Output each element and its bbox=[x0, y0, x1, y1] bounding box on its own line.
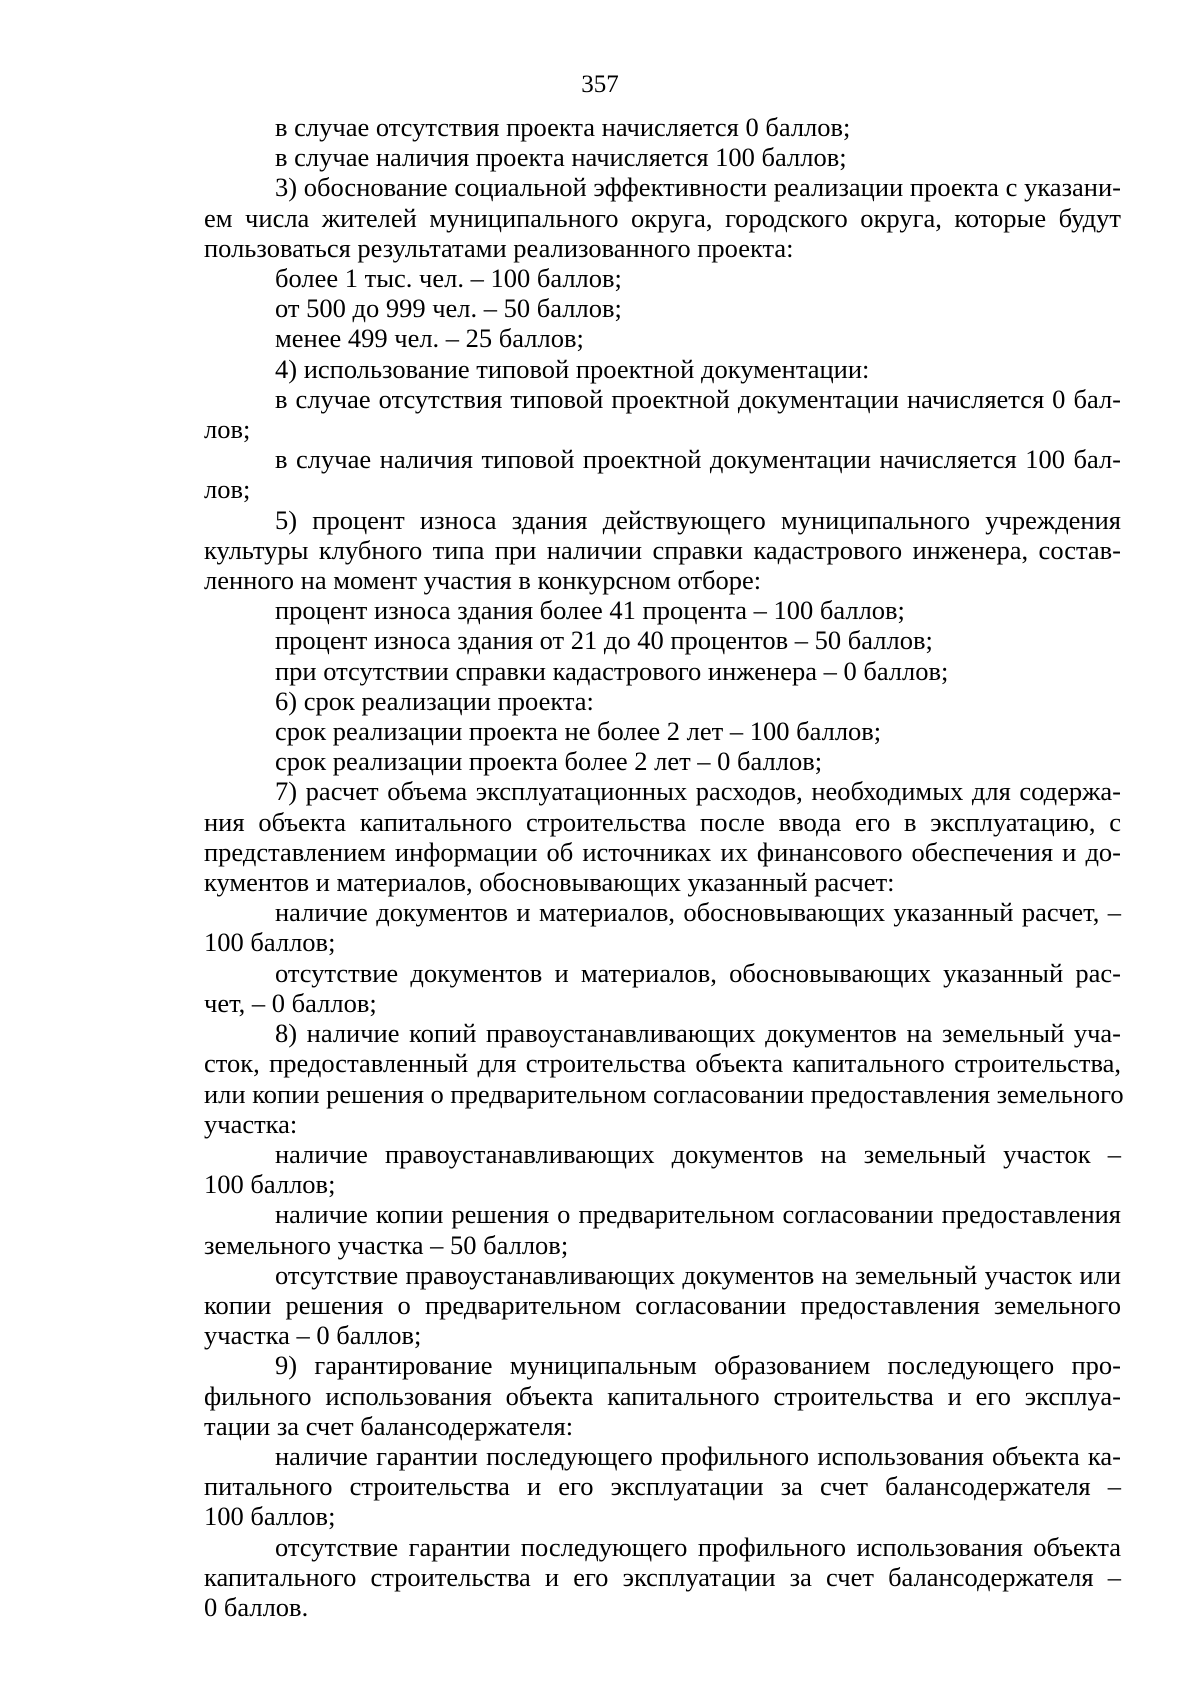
paragraph bbox=[204, 505, 1121, 596]
paragraph bbox=[204, 354, 1121, 384]
paragraph bbox=[204, 384, 1121, 444]
document-body bbox=[204, 112, 1124, 1622]
paragraph bbox=[204, 444, 1121, 504]
paragraph bbox=[204, 958, 1121, 1018]
text-line: 100 баллов; bbox=[204, 1501, 336, 1532]
text-line: менее 499 чел. – 25 баллов; bbox=[275, 323, 584, 354]
text-line: более 1 тыс. чел. – 100 баллов; bbox=[275, 263, 622, 294]
paragraph bbox=[204, 686, 1121, 716]
text-line: копии решения о предварительном согласовании предоставления земельного bbox=[204, 1289, 1121, 1320]
text-line: ния объекта капитального строительства после ввода его в эксплуатацию, с bbox=[204, 806, 1121, 837]
text-line: 6) срок реализации проекта: bbox=[275, 685, 594, 716]
text-line: тации за счет балансодержателя: bbox=[204, 1410, 574, 1441]
text-line: 9) гарантирование муниципальным образованием последующего про- bbox=[275, 1350, 1121, 1381]
text-line: при отсутствии справки кадастрового инженера – 0 баллов; bbox=[275, 655, 949, 686]
text-line: 100 баллов; bbox=[204, 927, 336, 958]
paragraph bbox=[204, 142, 1121, 172]
paragraph bbox=[204, 1199, 1121, 1259]
text-line: наличие гарантии последующего профильного использования объекта ка- bbox=[275, 1440, 1121, 1471]
text-line: срок реализации проекта не более 2 лет – 100 баллов; bbox=[275, 716, 882, 747]
paragraph bbox=[204, 595, 1121, 625]
text-line: фильного использования объекта капитального строительства и его эксплуа- bbox=[204, 1380, 1121, 1411]
paragraph bbox=[204, 716, 1121, 746]
text-line: участка: bbox=[204, 1108, 298, 1139]
paragraph bbox=[204, 1350, 1121, 1441]
paragraph bbox=[204, 1532, 1121, 1623]
text-line: в случае наличия проекта начисляется 100 баллов; bbox=[275, 142, 847, 173]
text-line: в случае отсутствия типовой проектной документации начисляется 0 бал- bbox=[275, 383, 1121, 414]
text-line: отсутствие документов и материалов, обосновывающих указанный рас- bbox=[275, 957, 1121, 988]
text-line: или копии решения о предварительном согласовании предоставления земельного bbox=[204, 1078, 1124, 1109]
text-line: наличие копии решения о предварительном согласовании предоставления bbox=[275, 1199, 1121, 1230]
paragraph bbox=[204, 625, 1121, 655]
text-line: участка – 0 баллов; bbox=[204, 1320, 422, 1351]
paragraph bbox=[204, 656, 1121, 686]
paragraph bbox=[204, 172, 1121, 263]
paragraph bbox=[204, 1139, 1121, 1199]
paragraph bbox=[204, 263, 1121, 293]
text-line: наличие документов и материалов, обосновывающих указанный расчет, – bbox=[275, 897, 1121, 928]
text-line: 8) наличие копий правоустанавливающих документов на земельный уча- bbox=[275, 1018, 1121, 1049]
text-line: кументов и материалов, обосновывающих указанный расчет: bbox=[204, 867, 895, 898]
paragraph bbox=[204, 1441, 1121, 1532]
text-line: процент износа здания от 21 до 40 процентов – 50 баллов; bbox=[275, 625, 933, 656]
paragraph bbox=[204, 323, 1121, 353]
text-line: ем числа жителей муниципального округа, городского округа, которые будут bbox=[204, 202, 1121, 233]
text-line: культуры клубного типа при наличии справки кадастрового инженера, состав- bbox=[204, 534, 1121, 565]
text-line: в случае отсутствия проекта начисляется 0 баллов; bbox=[275, 112, 851, 142]
paragraph bbox=[204, 1018, 1124, 1139]
text-line: наличие правоустанавливающих документов на земельный участок – bbox=[275, 1138, 1121, 1169]
text-line: отсутствие гарантии последующего профильного использования объекта bbox=[275, 1531, 1121, 1562]
text-line: представлением информации об источниках их финансового обеспечения и до- bbox=[204, 836, 1121, 867]
paragraph bbox=[204, 112, 1121, 142]
text-line: 0 баллов. bbox=[204, 1591, 309, 1622]
text-line: 4) использование типовой проектной документации: bbox=[275, 353, 870, 384]
text-line: срок реализации проекта более 2 лет – 0 баллов; bbox=[275, 746, 823, 777]
paragraph bbox=[204, 1260, 1121, 1351]
text-line: питального строительства и его эксплуатации за счет балансодержателя – bbox=[204, 1471, 1121, 1502]
text-line: от 500 до 999 чел. – 50 баллов; bbox=[275, 293, 622, 324]
paragraph bbox=[204, 293, 1121, 323]
text-line: земельного участка – 50 баллов; bbox=[204, 1229, 569, 1260]
text-line: чет, – 0 баллов; bbox=[204, 987, 377, 1018]
text-line: 3) обоснование социальной эффективности реализации проекта с указани- bbox=[275, 172, 1121, 203]
text-line: капитального строительства и его эксплуатации за счет балансодержателя – bbox=[204, 1561, 1121, 1592]
text-line: 7) расчет объема эксплуатационных расходов, необходимых для содержа- bbox=[275, 776, 1121, 807]
text-line: процент износа здания более 41 процента – 100 баллов; bbox=[275, 595, 905, 626]
paragraph bbox=[204, 776, 1121, 897]
text-line: 100 баллов; bbox=[204, 1169, 336, 1200]
text-line: ленного на момент участия в конкурсном отборе: bbox=[204, 565, 762, 596]
text-line: в случае наличия типовой проектной документации начисляется 100 бал- bbox=[275, 444, 1121, 475]
text-line: отсутствие правоустанавливающих документов на земельный участок или bbox=[275, 1259, 1121, 1290]
text-line: лов; bbox=[204, 414, 251, 445]
text-line: лов; bbox=[204, 474, 251, 505]
paragraph bbox=[204, 746, 1121, 776]
paragraph bbox=[204, 897, 1121, 957]
text-line: 5) процент износа здания действующего муниципального учреждения bbox=[275, 504, 1121, 535]
page-number: 357 bbox=[581, 71, 619, 98]
text-line: сток, предоставленный для строительства объекта капитального строительства, bbox=[204, 1048, 1121, 1079]
text-line: пользоваться результатами реализованного проекта: bbox=[204, 232, 794, 263]
